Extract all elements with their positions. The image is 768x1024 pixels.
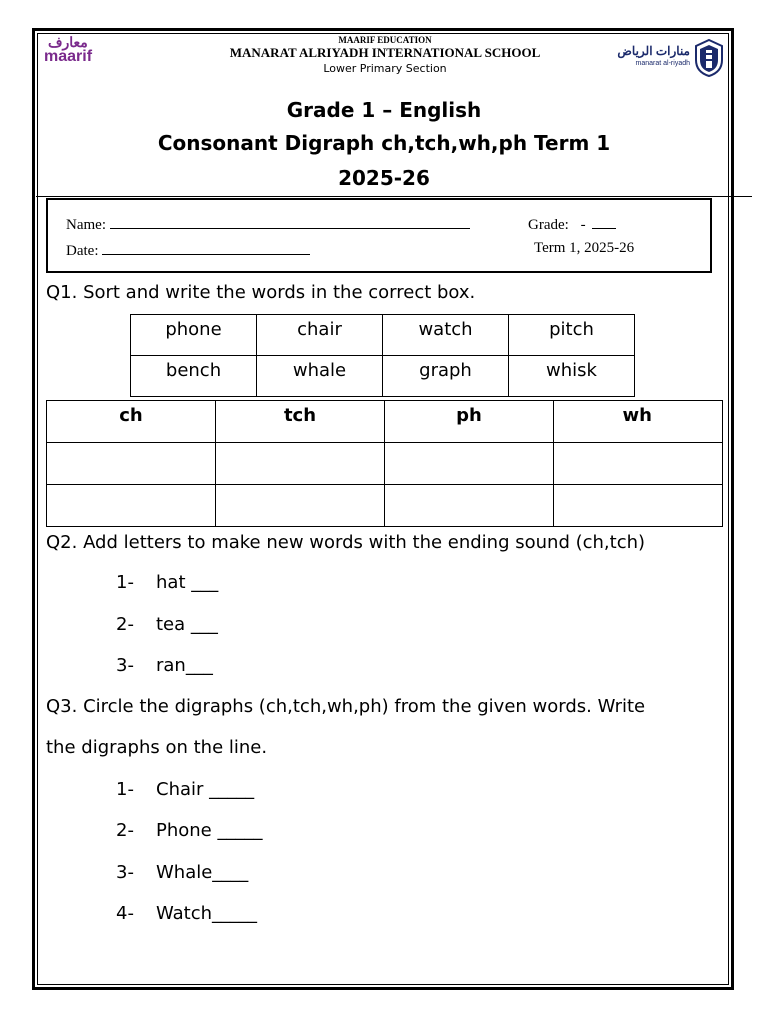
word-cell: chair bbox=[257, 315, 383, 356]
shield-icon bbox=[694, 38, 724, 78]
list-item bbox=[116, 862, 248, 883]
q2-prompt: Q2. Add letters to make new words with the ending sound (ch,tch) bbox=[46, 532, 646, 553]
date-line[interactable] bbox=[102, 240, 310, 255]
item-number: 3- bbox=[116, 862, 134, 883]
grade-label: Grade: bbox=[528, 217, 569, 233]
q1-prompt: Q1. Sort and write the words in the correct box. bbox=[46, 282, 476, 303]
manarat-logo bbox=[616, 38, 726, 82]
item-text[interactable]: tea ___ bbox=[156, 614, 218, 635]
word-cell: watch bbox=[383, 315, 509, 356]
sort-table bbox=[46, 400, 723, 527]
table-row bbox=[47, 443, 723, 485]
list-item bbox=[116, 655, 213, 676]
item-text[interactable]: Whale____ bbox=[156, 862, 249, 883]
answer-cell[interactable] bbox=[47, 485, 216, 527]
item-number: 3- bbox=[116, 655, 134, 676]
item-number: 2- bbox=[116, 614, 134, 635]
q3-prompt-line-1: Q3. Circle the digraphs (ch,tch,wh,ph) from the given words. Write bbox=[46, 696, 646, 717]
word-cell: bench bbox=[131, 356, 257, 397]
item-number: 2- bbox=[116, 820, 134, 841]
list-item bbox=[116, 820, 262, 841]
answer-cell[interactable] bbox=[216, 443, 385, 485]
answer-cell[interactable] bbox=[47, 443, 216, 485]
column-header-ph: ph bbox=[385, 401, 554, 443]
maarif-logo-english: maarif bbox=[44, 48, 93, 65]
item-number: 4- bbox=[116, 903, 134, 924]
table-row bbox=[131, 356, 635, 397]
word-cell: phone bbox=[131, 315, 257, 356]
grade-value: - bbox=[580, 217, 586, 233]
answer-cell[interactable] bbox=[554, 443, 723, 485]
list-item bbox=[116, 614, 218, 635]
name-label: Name: bbox=[66, 217, 106, 233]
item-text[interactable]: ran___ bbox=[156, 655, 213, 676]
worksheet-year: 2025-26 bbox=[338, 166, 430, 190]
list-item bbox=[116, 572, 218, 593]
answer-cell[interactable] bbox=[385, 485, 554, 527]
column-header-tch: tch bbox=[216, 401, 385, 443]
list-item bbox=[116, 903, 257, 924]
worksheet-title: Grade 1 – English bbox=[286, 98, 482, 122]
grade-line[interactable] bbox=[592, 214, 616, 229]
q3-prompt-line-2: the digraphs on the line. bbox=[46, 737, 268, 758]
name-line[interactable] bbox=[110, 214, 470, 229]
item-text[interactable]: Watch_____ bbox=[156, 903, 258, 924]
word-cell: whisk bbox=[509, 356, 635, 397]
column-header-ch: ch bbox=[47, 401, 216, 443]
item-number: 1- bbox=[116, 779, 134, 800]
maarif-logo-arabic: معارف bbox=[48, 34, 88, 50]
manarat-logo-arabic: منارات الرياض bbox=[617, 44, 690, 58]
column-header-wh: wh bbox=[554, 401, 723, 443]
student-info-box bbox=[46, 198, 712, 273]
date-label: Date: bbox=[66, 243, 99, 259]
header-divider bbox=[36, 196, 752, 197]
worksheet-subtitle: Consonant Digraph ch,tch,wh,ph Term 1 bbox=[157, 131, 611, 155]
school-name: MANARAT ALRIYADH INTERNATIONAL SCHOOL bbox=[229, 45, 541, 60]
word-cell: graph bbox=[383, 356, 509, 397]
item-text[interactable]: hat ___ bbox=[156, 572, 219, 593]
answer-cell[interactable] bbox=[385, 443, 554, 485]
item-text[interactable]: Chair _____ bbox=[156, 779, 255, 800]
table-row bbox=[47, 401, 723, 443]
item-text[interactable]: Phone _____ bbox=[156, 820, 263, 841]
section-name: Lower Primary Section bbox=[323, 62, 447, 75]
word-cell: pitch bbox=[509, 315, 635, 356]
list-item bbox=[116, 779, 254, 800]
org-name: MAARIF EDUCATION bbox=[338, 35, 432, 45]
table-row bbox=[47, 485, 723, 527]
answer-cell[interactable] bbox=[216, 485, 385, 527]
word-cell: whale bbox=[257, 356, 383, 397]
answer-cell[interactable] bbox=[554, 485, 723, 527]
word-bank-table bbox=[130, 314, 635, 397]
maarif-logo bbox=[44, 34, 114, 64]
table-row bbox=[131, 315, 635, 356]
term-text: Term 1, 2025-26 bbox=[534, 240, 635, 256]
item-number: 1- bbox=[116, 572, 134, 593]
manarat-logo-english: manarat al-riyadh bbox=[635, 60, 690, 67]
